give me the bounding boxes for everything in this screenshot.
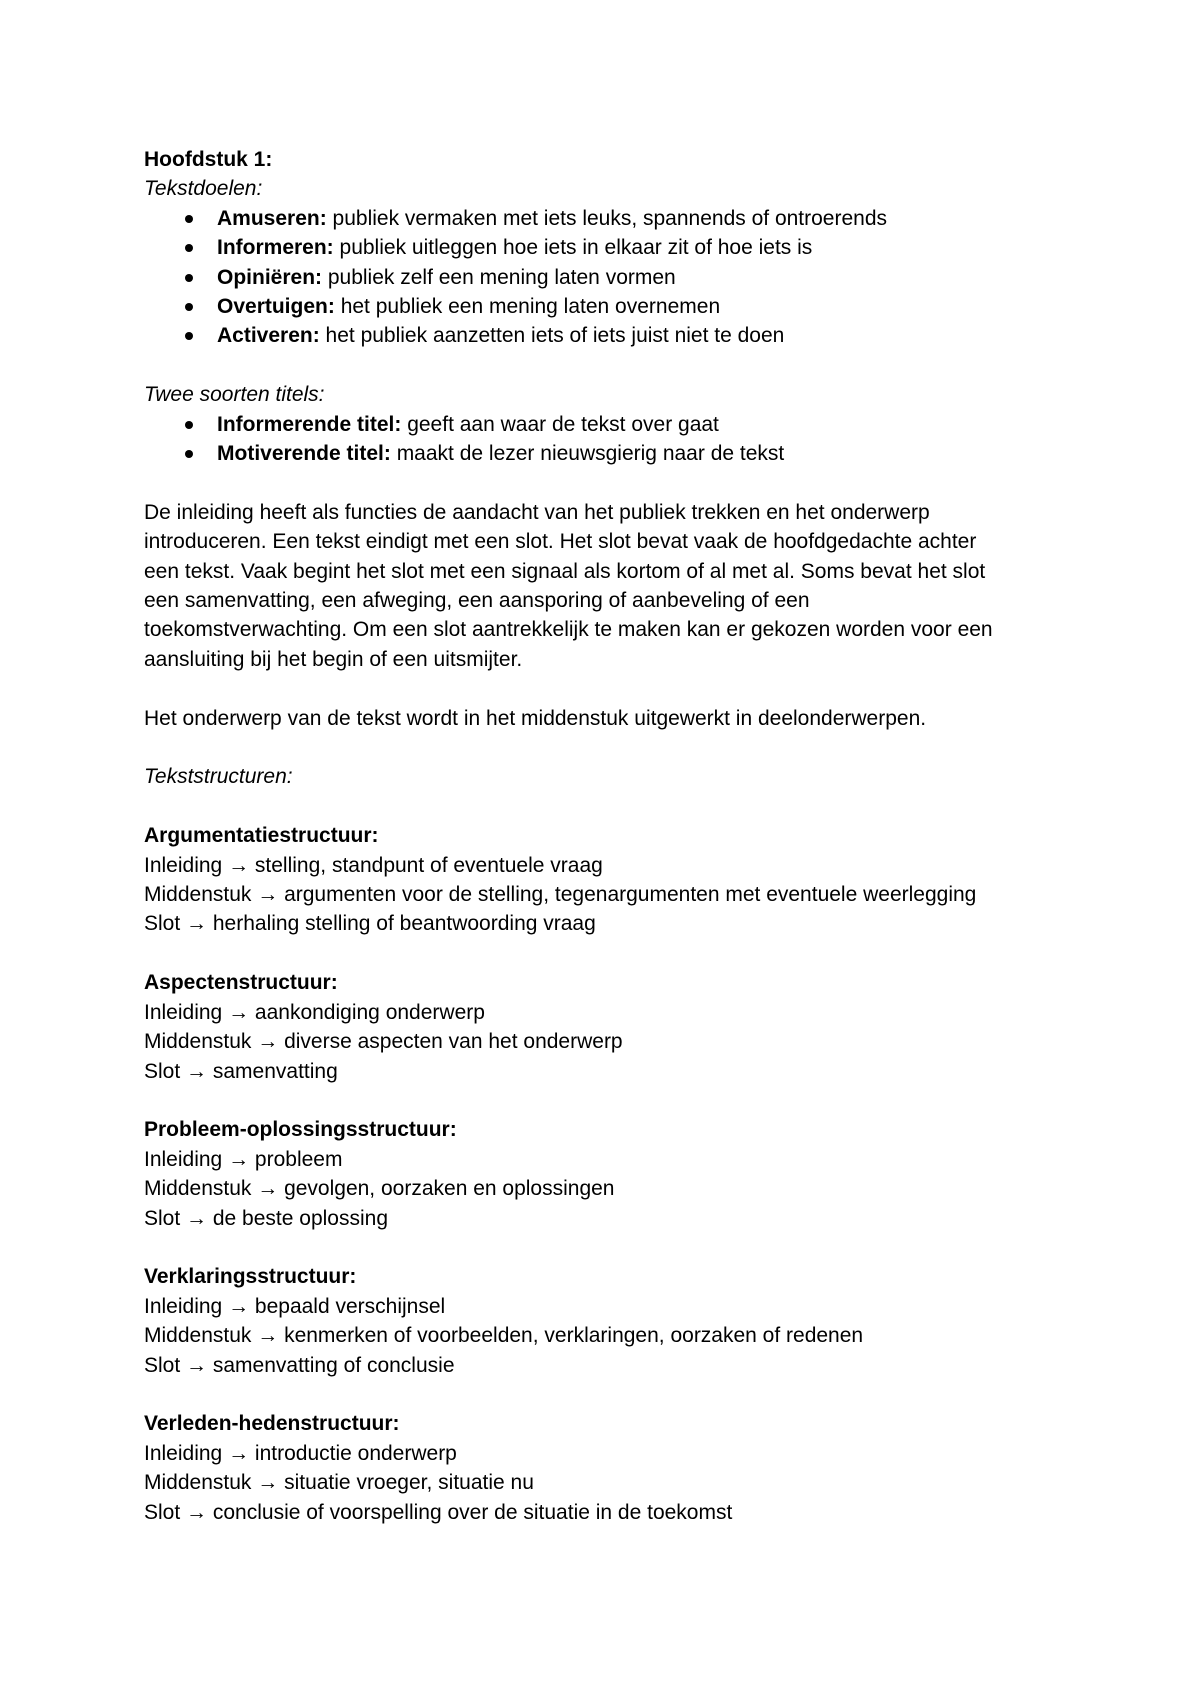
part-label: Slot: [144, 1206, 181, 1230]
arrow-right-icon: →: [228, 1441, 250, 1465]
part-label: Middenstuk: [144, 1471, 252, 1495]
goal-term: Amuseren:: [217, 206, 327, 230]
goal-term: Overtuigen:: [217, 295, 335, 319]
structure-block: [144, 1409, 1200, 1527]
paragraph-line: toekomstverwachting. Om een slot aantrekkelijk te maken kan er gekozen worden voor een: [144, 618, 993, 642]
structure-name: Verklaringsstructuur:: [144, 1265, 357, 1289]
bullet-icon: [185, 332, 193, 340]
goal-term: Activeren:: [217, 324, 320, 348]
arrow-right-icon: →: [186, 1353, 208, 1377]
list-item: [144, 204, 1200, 233]
goal-text: het publiek aanzetten iets of iets juist niet te doen: [319, 324, 785, 348]
spacer: [144, 674, 1200, 703]
bullet-icon: [185, 421, 193, 429]
goal-text: publiek zelf een mening laten vormen: [322, 265, 676, 289]
middle-sentence: Het onderwerp van de tekst wordt in het middenstuk uitgewerkt in deelonderwerpen.: [144, 706, 927, 730]
part-text: situatie vroeger, situatie nu: [278, 1471, 534, 1495]
part-text: bepaald verschijnsel: [249, 1294, 446, 1318]
structure-row: [144, 909, 1200, 938]
structure-row: [144, 1145, 1200, 1174]
structure-name: Verleden-hedenstructuur:: [144, 1412, 400, 1436]
part-text: introductie onderwerp: [249, 1441, 457, 1465]
structure-block: [144, 1262, 1200, 1380]
part-text: gevolgen, oorzaken en oplossingen: [278, 1177, 615, 1201]
structure-row: [144, 1439, 1200, 1468]
part-text: samenvatting of conclusie: [207, 1353, 455, 1377]
structure-row: [144, 1321, 1200, 1350]
part-label: Slot: [144, 912, 181, 936]
part-text: samenvatting: [207, 1059, 338, 1083]
arrow-right-icon: →: [257, 1030, 279, 1054]
intro-paragraph: [144, 498, 1200, 674]
part-label: Inleiding: [144, 1147, 223, 1171]
structure-row: [144, 851, 1200, 880]
part-label: Inleiding: [144, 1000, 223, 1024]
list-item: [144, 292, 1200, 321]
part-label: Inleiding: [144, 853, 223, 877]
list-item: [144, 233, 1200, 262]
part-text: diverse aspecten van het onderwerp: [278, 1030, 623, 1054]
structure-row: [144, 1351, 1200, 1380]
part-text: aankondiging onderwerp: [249, 1000, 485, 1024]
list-item: [144, 410, 1200, 439]
title-text: geeft aan waar de tekst over gaat: [401, 412, 719, 436]
title-term: Motiverende titel:: [217, 442, 391, 466]
paragraph-line: aansluiting bij het begin of een uitsmijter.: [144, 647, 523, 671]
arrow-right-icon: →: [186, 1500, 208, 1524]
arrow-right-icon: →: [228, 1147, 250, 1171]
part-label: Slot: [144, 1500, 181, 1524]
part-label: Inleiding: [144, 1441, 223, 1465]
goal-text: publiek vermaken met iets leuks, spannends of ontroerends: [326, 206, 888, 230]
spacer: [144, 351, 1200, 380]
bullet-icon: [185, 244, 193, 252]
part-text: herhaling stelling of beantwoording vraag: [207, 912, 596, 936]
goals-title: Tekstdoelen:: [144, 177, 263, 201]
part-label: Middenstuk: [144, 1324, 252, 1348]
structures-title: Tekststructuren:: [144, 765, 293, 789]
structure-row: [144, 1174, 1200, 1203]
bullet-icon: [185, 303, 193, 311]
arrow-right-icon: →: [228, 853, 250, 877]
titles-list: [144, 410, 1200, 469]
paragraph-line: een tekst. Vaak begint het slot met een signaal als kortom of al met al. Soms bevat het slot: [144, 559, 986, 583]
list-item: [144, 263, 1200, 292]
spacer: [144, 1380, 1200, 1409]
part-text: probleem: [249, 1147, 343, 1171]
goals-list: [144, 204, 1200, 351]
spacer: [144, 1233, 1200, 1262]
structure-row: [144, 998, 1200, 1027]
list-item: [144, 439, 1200, 468]
part-label: Middenstuk: [144, 883, 252, 907]
part-text: de beste oplossing: [207, 1206, 388, 1230]
structure-name: Probleem-oplossingsstructuur:: [144, 1118, 457, 1142]
arrow-right-icon: →: [257, 1177, 279, 1201]
arrow-right-icon: →: [257, 1324, 279, 1348]
structure-block: [144, 1115, 1200, 1233]
titles-title: Twee soorten titels:: [144, 383, 325, 407]
paragraph-line: introduceren. Een tekst eindigt met een slot. Het slot bevat vaak de hoofdgedachte achter: [144, 530, 977, 554]
title-text: maakt de lezer nieuwsgierig naar de tekst: [390, 442, 785, 466]
structure-name: Argumentatiestructuur:: [144, 824, 379, 848]
structure-row: [144, 1498, 1200, 1527]
structure-row: [144, 1204, 1200, 1233]
spacer: [144, 939, 1200, 968]
part-label: Middenstuk: [144, 1030, 252, 1054]
bullet-icon: [185, 215, 193, 223]
structure-row: [144, 1292, 1200, 1321]
arrow-right-icon: →: [228, 1294, 250, 1318]
part-text: conclusie of voorspelling over de situatie in de toekomst: [207, 1500, 733, 1524]
bullet-icon: [185, 274, 193, 282]
spacer: [144, 468, 1200, 497]
part-text: stelling, standpunt of eventuele vraag: [249, 853, 603, 877]
arrow-right-icon: →: [186, 1059, 208, 1083]
spacer: [144, 792, 1200, 821]
list-item: [144, 321, 1200, 350]
arrow-right-icon: →: [257, 883, 279, 907]
paragraph-line: een samenvatting, een afweging, een aansporing of aanbeveling of een: [144, 589, 810, 613]
bullet-icon: [185, 450, 193, 458]
spacer: [144, 1086, 1200, 1115]
arrow-right-icon: →: [186, 912, 208, 936]
part-text: kenmerken of voorbeelden, verklaringen, oorzaken of redenen: [278, 1324, 864, 1348]
chapter-heading: Hoofdstuk 1:: [144, 148, 273, 171]
goal-term: Opiniëren:: [217, 265, 323, 289]
structure-name: Aspectenstructuur:: [144, 971, 338, 995]
goal-term: Informeren:: [217, 236, 334, 260]
title-term: Informerende titel:: [217, 412, 402, 436]
spacer: [144, 733, 1200, 762]
structure-row: [144, 1468, 1200, 1497]
part-label: Slot: [144, 1353, 181, 1377]
structure-block: [144, 821, 1200, 939]
structure-block: [144, 968, 1200, 1086]
part-label: Inleiding: [144, 1294, 223, 1318]
goal-text: het publiek een mening laten overnemen: [334, 295, 721, 319]
arrow-right-icon: →: [228, 1000, 250, 1024]
paragraph-line: De inleiding heeft als functies de aandacht van het publiek trekken en het onderwerp: [144, 500, 930, 524]
structure-row: [144, 880, 1200, 909]
structure-row: [144, 1027, 1200, 1056]
part-text: argumenten voor de stelling, tegenargumenten met eventuele weerlegging: [278, 883, 977, 907]
part-label: Middenstuk: [144, 1177, 252, 1201]
arrow-right-icon: →: [186, 1206, 208, 1230]
part-label: Slot: [144, 1059, 181, 1083]
arrow-right-icon: →: [257, 1471, 279, 1495]
structure-row: [144, 1057, 1200, 1086]
goal-text: publiek uitleggen hoe iets in elkaar zit of hoe iets is: [333, 236, 813, 260]
